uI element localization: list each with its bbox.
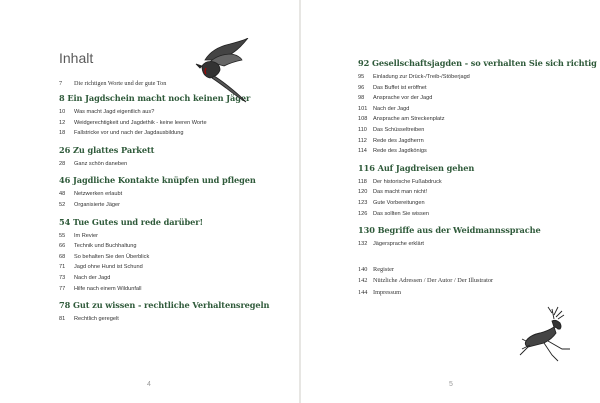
- entry-page-num: 112: [358, 137, 367, 144]
- chapter-title: Gut zu wissen - rechtliche Verhaltensregeln: [72, 300, 270, 311]
- chapter-title: Auf Jagdreisen gehen: [377, 162, 475, 173]
- toc-entry[interactable]: [358, 136, 588, 147]
- entry-page-num: 12: [59, 119, 66, 126]
- toc-entry[interactable]: [358, 72, 588, 83]
- appendix-entry[interactable]: [358, 264, 588, 276]
- chapter-page-num: 78: [59, 300, 71, 311]
- toc-entry[interactable]: [358, 125, 588, 136]
- entry-page-num: 73: [59, 274, 66, 281]
- toc-entry[interactable]: [358, 146, 588, 157]
- entry-page-num: 55: [59, 232, 66, 239]
- entry-page-num: 140: [358, 265, 368, 273]
- chapter-heading[interactable]: [59, 175, 289, 185]
- toc-entry[interactable]: [59, 107, 289, 118]
- entry-title: Weidgerechtigkeit und Jagdethik - keine leeren Worte: [74, 119, 207, 126]
- intro-entry: [59, 80, 289, 87]
- chapter-title: Ein Jagdschein macht noch keinen Jäger: [67, 93, 251, 103]
- toc-entry[interactable]: [59, 159, 289, 170]
- entry-title: Jägersprache erklärt: [373, 241, 424, 248]
- entry-page-num: 118: [358, 178, 367, 185]
- entry-title: Das macht man nicht!: [373, 189, 428, 196]
- toc-entry[interactable]: [358, 187, 588, 198]
- chapter: [59, 300, 289, 325]
- entry-title: Das sollten Sie wissen: [373, 210, 429, 217]
- right-toc: [358, 58, 597, 298]
- toc-entry[interactable]: [358, 93, 588, 104]
- toc-entry[interactable]: [59, 273, 289, 284]
- entry-title: Das Buffet ist eröffnet: [373, 84, 427, 91]
- left-toc: [59, 50, 289, 331]
- entry-page-num: 18: [59, 130, 66, 137]
- entry-title: Was macht Jagd eigentlich aus?: [74, 109, 155, 115]
- toc-entry[interactable]: [358, 239, 588, 250]
- appendix-entry[interactable]: [358, 275, 588, 287]
- entry-page-num: 120: [358, 189, 368, 196]
- appendix-list: [358, 264, 588, 299]
- entry-title: Nach der Jagd: [373, 105, 410, 112]
- entry-title: Netzwerken erlaubt: [74, 191, 123, 198]
- chapter: [59, 217, 289, 295]
- toc-entry[interactable]: [358, 198, 588, 209]
- toc-entry[interactable]: [358, 209, 588, 220]
- entry-page-num: 108: [358, 116, 368, 123]
- toc-entry[interactable]: [358, 177, 588, 188]
- entry-title: Im Revier: [74, 232, 98, 239]
- entry-title: Technik und Buchhaltung: [74, 243, 137, 250]
- toc-entry[interactable]: [358, 104, 588, 115]
- toc-entry[interactable]: [358, 114, 588, 125]
- toc-entry[interactable]: [59, 262, 289, 273]
- chapter: [358, 225, 588, 250]
- entry-title: Register: [373, 265, 394, 273]
- chapter: [358, 163, 588, 219]
- entry-title: Einladung zur Drück-/Treib-/Stöberjagd: [373, 74, 470, 80]
- intro-page-num: 7: [59, 80, 63, 87]
- entry-page-num: 132: [358, 241, 368, 248]
- entry-title: Rede des Jagdherrn: [373, 137, 424, 144]
- toc-entry[interactable]: [59, 241, 289, 252]
- entry-page-num: 81: [59, 316, 66, 323]
- chapter-page-num: 46: [59, 175, 71, 186]
- entry-title: Impressum: [373, 288, 401, 296]
- entry-title: Rede des Jagdkönigs: [373, 148, 427, 155]
- page-number-right: 5: [449, 381, 453, 388]
- entry-title: Nach der Jagd: [74, 274, 111, 281]
- entry-title: Ganz schön daneben: [74, 160, 128, 167]
- entry-title: Jagd ohne Hund ist Schund: [74, 264, 143, 271]
- page-title: Inhalt: [59, 50, 94, 66]
- entry-page-num: 123: [358, 199, 368, 206]
- entry-title: Nützliche Adressen / Der Autor / Der Illustrator: [373, 277, 494, 285]
- appendix-entry[interactable]: [358, 287, 588, 299]
- chapter: [59, 145, 289, 170]
- chapter: [358, 58, 597, 157]
- toc-entry[interactable]: [358, 83, 588, 94]
- chapter-page-num: 92: [358, 58, 370, 68]
- entry-page-num: 52: [59, 201, 66, 208]
- chapter-title: Begriffe aus der Weidmannssprache: [377, 225, 541, 236]
- entry-page-num: 28: [59, 160, 66, 167]
- entry-page-num: 96: [358, 84, 365, 91]
- entry-title: So behalten Sie den Überblick: [74, 253, 150, 260]
- chapter-heading[interactable]: [59, 217, 289, 227]
- pheasant-icon: [190, 38, 250, 103]
- entry-page-num: 66: [59, 243, 66, 250]
- entry-title: Organisierte Jäger: [74, 201, 121, 208]
- toc-entry[interactable]: [59, 189, 289, 200]
- chapter-heading[interactable]: [358, 163, 588, 173]
- entry-page-num: 95: [358, 74, 365, 80]
- chapter-page-num: 8: [59, 93, 65, 103]
- entry-title: Das Schüsseltreiben: [373, 126, 425, 133]
- chapter-title: Gesellschaftsjagden - so verhalten Sie sich richtig: [371, 58, 597, 68]
- chapter-heading[interactable]: [59, 145, 289, 155]
- chapter-page-num: 116: [358, 162, 375, 173]
- entry-title: Fallstricke vor und nach der Jagdausbildung: [74, 130, 184, 137]
- toc-entry[interactable]: [59, 128, 289, 139]
- left-chapter-list: [59, 93, 289, 325]
- chapter-page-num: 26: [59, 144, 71, 155]
- entry-title: Gute Vorbereitungen: [373, 199, 425, 206]
- chapter-page-num: 54: [59, 216, 71, 227]
- chapter-title: Tue Gutes und rede darüber!: [72, 216, 203, 227]
- intro-text: Die richtigen Worte und der gute Ton: [74, 80, 167, 87]
- right-chapter-list: [358, 58, 597, 250]
- toc-entry[interactable]: [59, 314, 289, 325]
- entry-title: Der historische Fußabdruck: [373, 178, 442, 185]
- entry-page-num: 71: [59, 264, 66, 271]
- entry-page-num: 114: [358, 148, 367, 155]
- toc-entry[interactable]: [59, 200, 289, 211]
- entry-page-num: 126: [358, 210, 368, 217]
- entry-title: Ansprache vor der Jagd: [373, 95, 433, 102]
- entry-page-num: 48: [59, 191, 66, 198]
- entry-title: Ansprache am Streckenplatz: [373, 116, 445, 123]
- toc-entry[interactable]: [59, 118, 289, 129]
- entry-page-num: 77: [59, 285, 66, 292]
- entry-page-num: 68: [59, 253, 66, 260]
- entry-title: Rechtlich geregelt: [74, 316, 119, 323]
- chapter-page-num: 130: [358, 225, 375, 236]
- entry-title: Hilfe nach einem Wildunfall: [74, 285, 142, 292]
- toc-entry[interactable]: [59, 252, 289, 263]
- chapter-heading[interactable]: [358, 58, 597, 68]
- chapter-heading[interactable]: [59, 300, 289, 310]
- entry-page-num: 142: [358, 277, 368, 285]
- chapter-title: Jagdliche Kontakte knüpfen und pflegen: [72, 175, 256, 186]
- toc-entry[interactable]: [59, 231, 289, 242]
- entry-page-num: 101: [358, 105, 368, 112]
- chapter: [59, 175, 289, 210]
- chapter: [59, 93, 289, 139]
- chapter-heading[interactable]: [59, 93, 289, 103]
- entry-page-num: 98: [358, 95, 365, 102]
- entry-page-num: 110: [358, 126, 367, 133]
- entry-page-num: 10: [59, 109, 66, 115]
- toc-entry[interactable]: [59, 284, 289, 295]
- chapter-title: Zu glattes Parkett: [72, 144, 155, 155]
- deer-icon: [518, 305, 580, 363]
- entry-page-num: 144: [358, 288, 368, 296]
- page-number-left: 4: [147, 381, 151, 388]
- chapter-heading[interactable]: [358, 225, 588, 235]
